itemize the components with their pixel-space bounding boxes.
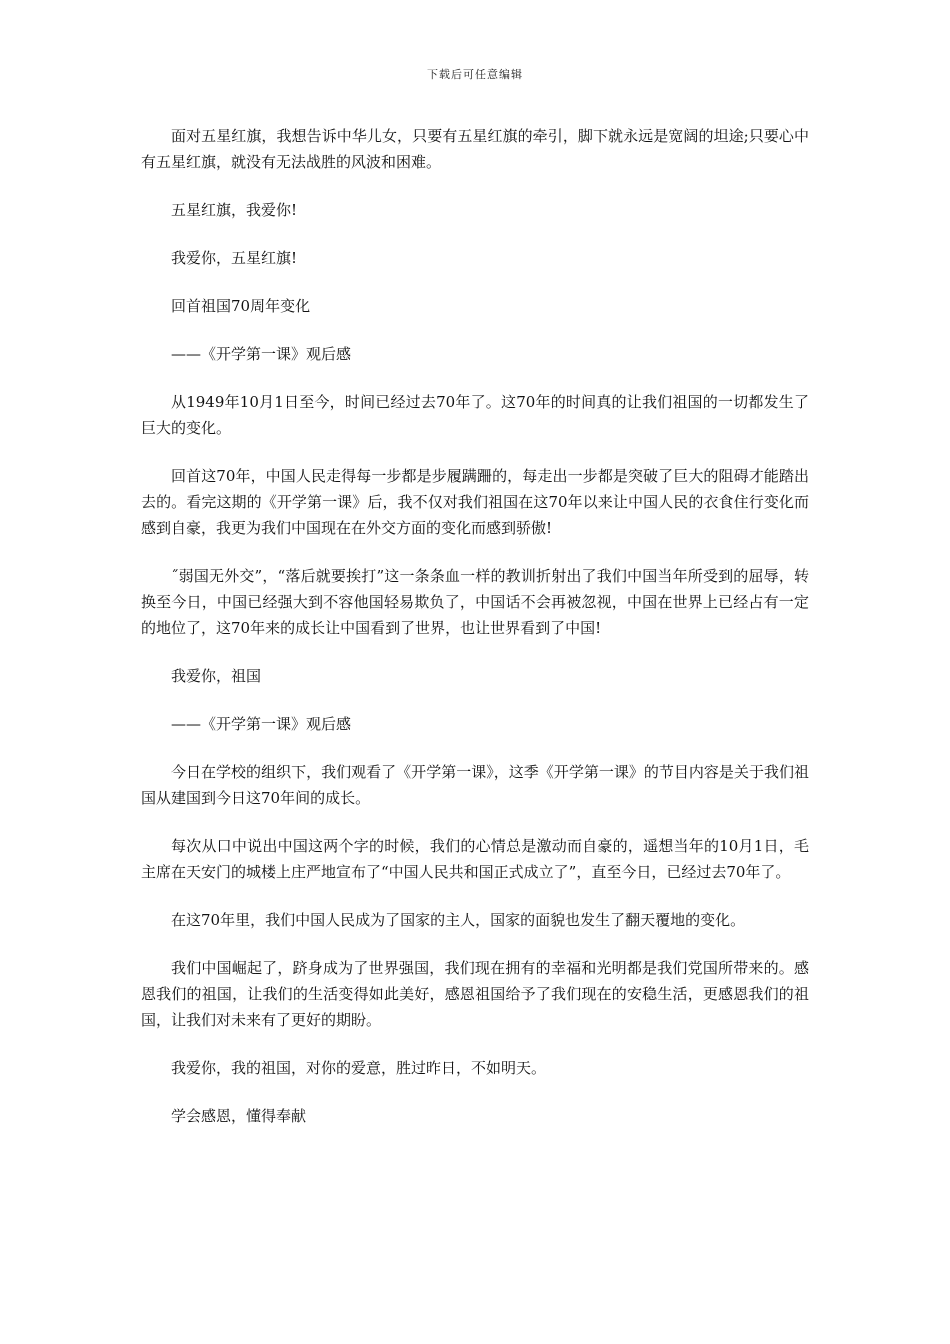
paragraph: 从1949年10月1日至今，时间已经过去70年了。这70年的时间真的让我们祖国的一切都发生了巨大的变化。 [141,393,809,437]
section-subtitle: ——《开学第一课》观后感 [171,345,352,363]
section-title: 学会感恩，懂得奉献 [171,1107,307,1125]
section-title: 回首祖国70周年变化 [171,297,311,315]
paragraph: 面对五星红旗，我想告诉中华儿女，只要有五星红旗的牵引，脚下就永远是宽阔的坦途;只要心中有五星红旗，就没有无法战胜的风波和困难。 [141,127,809,171]
paragraph: 回首这70年，中国人民走得每一步都是步履蹒跚的，每走出一步都是突破了巨大的阻碍才能踏出去的。看完这期的《开学第一课》后，我不仅对我们祖国在这70年以来让中国人民的衣食住行变化而感到自豪，我更为我们中国现在在外交方面的变化而感到骄傲! [141,467,809,537]
paragraph: 我们中国崛起了，跻身成为了世界强国，我们现在拥有的幸福和光明都是我们党国所带来的。感恩我们的祖国，让我们的生活变得如此美好，感恩祖国给予了我们现在的安稳生活，更感恩我们的祖国，让我们对未来有了更好的期盼。 [141,959,809,1029]
paragraph: ˝弱国无外交”，“落后就要挨打”这一条条血一样的教训折射出了我们中国当年所受到的屈辱，转换至今日，中国已经强大到不容他国轻易欺负了，中国话不会再被忽视，中国在世界上已经占有一定的地位了，这70年来的成长让中国看到了世界，也让世界看到了中国! [141,567,809,637]
document-body [141,123,809,1151]
section-subtitle: ——《开学第一课》观后感 [171,715,352,733]
paragraph: 我爱你，我的祖国，对你的爱意，胜过昨日，不如明天。 [171,1059,547,1077]
paragraph: 我爱你，五星红旗! [171,249,298,267]
section-title: 我爱你，祖国 [171,667,262,685]
paragraph: 在这70年里，我们中国人民成为了国家的主人，国家的面貌也发生了翻天覆地的变化。 [171,911,746,929]
paragraph: 五星红旗，我爱你! [171,201,298,219]
paragraph: 今日在学校的组织下，我们观看了《开学第一课》，这季《开学第一课》的节目内容是关于我们祖国从建国到今日这70年间的成长。 [141,763,809,807]
page-header: 下载后可任意编辑 [427,68,523,81]
paragraph: 每次从口中说出中国这两个字的时候，我们的心情总是激动而自豪的，遥想当年的10月1日，毛主席在天安门的城楼上庄严地宣布了“中国人民共和国正式成立了”，直至今日，已经过去70年了。 [141,837,809,881]
